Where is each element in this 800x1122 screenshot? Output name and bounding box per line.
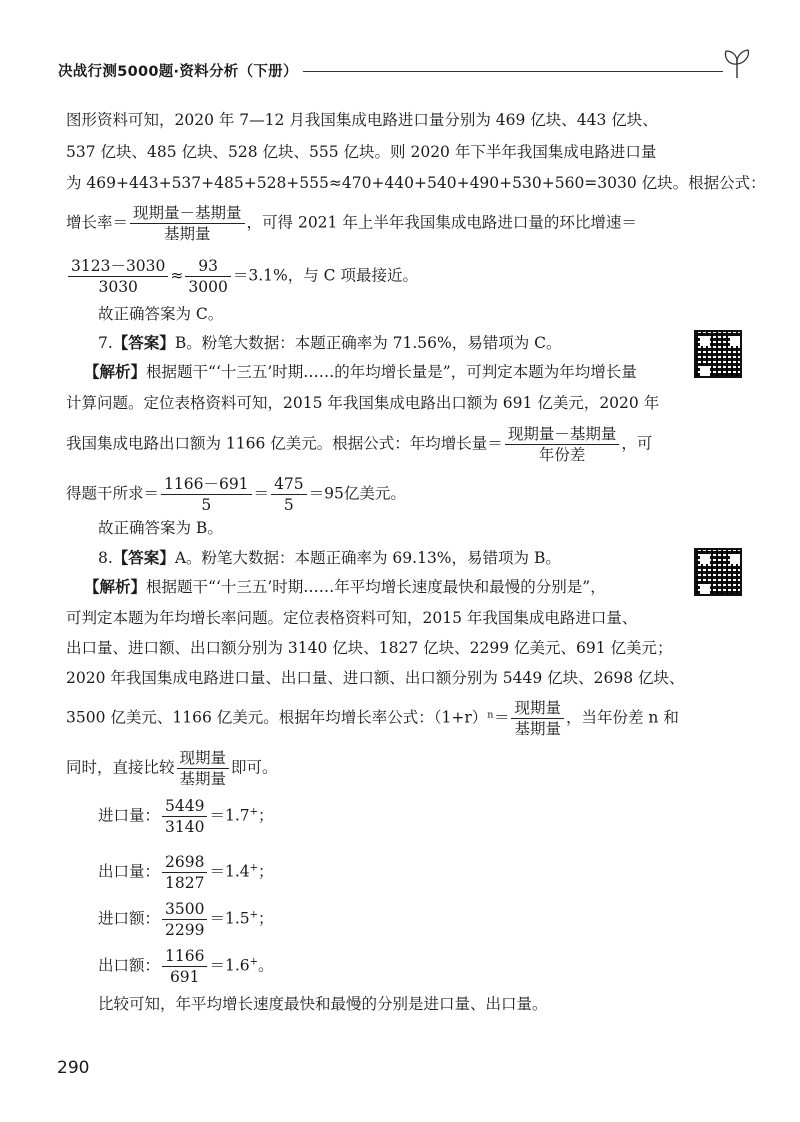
denominator: 年份差 (505, 444, 620, 465)
answer-tag: 【答案】 (112, 334, 175, 352)
fraction (161, 474, 252, 515)
text: ，可得 2021 年上半年我国集成电路进口量的环比增速＝ (246, 213, 637, 232)
numerator: 2698 (165, 853, 205, 871)
growth-formula: （1+r）ⁿ＝ (433, 708, 510, 727)
page-number: 290 (57, 1058, 90, 1078)
denominator: 3000 (185, 276, 230, 297)
answer-tag: 【答案】 (112, 549, 175, 567)
paragraph-line: 比较可知，年平均增长速度最快和最慢的分别是进口量、出口量。 (98, 995, 548, 1013)
fraction (162, 899, 207, 940)
punct: ； (258, 862, 274, 881)
fraction (177, 748, 230, 789)
paragraph-line: 图形资料可知，2020 年 7—12 月我国集成电路进口量分别为 469 亿块、443 亿块、 (66, 111, 658, 129)
plus-sup: + (249, 806, 259, 818)
numerator: 现期量 (179, 749, 227, 767)
text: 得题干所求＝ (66, 484, 160, 503)
fraction (130, 203, 245, 244)
plus-sup: + (249, 909, 259, 921)
punct: ； (258, 806, 274, 825)
numerator: 现期量－基期量 (133, 204, 242, 222)
formula-line (66, 424, 652, 465)
question-number: 8. (98, 549, 113, 567)
label: 出口量： (98, 862, 161, 881)
text: ，可 (621, 434, 653, 453)
fraction (511, 698, 564, 739)
ratio-line (98, 852, 274, 893)
numerator: 93 (198, 257, 218, 275)
qr-code-icon[interactable] (694, 330, 742, 378)
text: 即可。 (231, 758, 278, 777)
denominator: 1827 (162, 872, 207, 893)
ratio-line (98, 946, 274, 987)
numerator: 5449 (165, 797, 205, 815)
text: ，当年份差 n 和 (565, 708, 679, 727)
text: 根据题干“‘十三五’时期……年平均增长速度最快和最慢的分别是”， (146, 578, 606, 596)
result: ＝1.4 (209, 862, 250, 881)
numerator: 现期量 (514, 699, 561, 717)
denominator: 691 (162, 966, 207, 987)
analysis-tag: 【解析】 (84, 578, 147, 596)
qr-code-icon[interactable] (694, 548, 742, 596)
formula-line (66, 748, 278, 789)
formula-line (66, 256, 418, 297)
paragraph-line: 可判定本题为年均增长率问题。定位表格资料可知，2015 年我国集成电路进口量、 (66, 609, 638, 627)
fraction (162, 796, 207, 837)
sprout-icon (720, 45, 754, 79)
paragraph-line: 故正确答案为 B。 (98, 519, 223, 537)
paragraph-line: 出口量、进口额、出口额分别为 3140 亿块、1827 亿块、2299 亿美元、691 亿美元； (66, 639, 673, 657)
book-title: 决战行测5000题·资料分析（下册） (58, 64, 298, 80)
analysis-tag: 【解析】 (84, 363, 147, 381)
ratio-line (98, 796, 274, 837)
text: ≈ (170, 266, 184, 285)
fraction (162, 852, 207, 893)
result: ＝1.5 (209, 909, 250, 928)
denominator: 3030 (68, 276, 168, 297)
fraction (162, 946, 207, 987)
result: ＝1.7 (209, 806, 250, 825)
text: ＝3.1%，与 C 项最接近。 (232, 266, 418, 285)
numerator: 1166－691 (164, 475, 249, 493)
text: ＝ (253, 484, 270, 503)
label: 进口额： (98, 909, 161, 928)
text: 同时，直接比较 (66, 758, 175, 777)
text: 3500 亿美元、1166 亿美元。根据年均增长率公式： (66, 708, 434, 727)
formula-line (66, 698, 679, 739)
denominator: 5 (271, 494, 307, 515)
fraction (185, 256, 230, 297)
numerator: 1166 (165, 947, 205, 965)
numerator: 3123－3030 (71, 257, 166, 275)
answer-line (98, 548, 561, 568)
text: A。粉笔大数据：本题正确率为 69.13%，易错项为 B。 (174, 549, 561, 567)
question-number: 7. (98, 334, 113, 352)
numerator: 3500 (165, 900, 205, 918)
fraction (271, 474, 307, 515)
denominator: 基期量 (177, 768, 230, 789)
fraction (68, 256, 168, 297)
fraction (505, 424, 620, 465)
ratio-line (98, 899, 274, 940)
formula-line (66, 203, 637, 244)
text: 我国集成电路出口额为 1166 亿美元。根据公式：年均增长量＝ (66, 434, 503, 453)
numerator: 现期量－基期量 (507, 425, 617, 443)
paragraph-line: 537 亿块、485 亿块、528 亿块、555 亿块。则 2020 年下半年我国集成电路进口量 (66, 143, 657, 161)
paragraph-line: 故正确答案为 C。 (98, 305, 224, 323)
result: ＝1.6 (209, 956, 250, 975)
punct: 。 (258, 956, 274, 975)
analysis-line (84, 362, 637, 382)
numerator: 475 (274, 475, 304, 493)
denominator: 基期量 (511, 718, 564, 739)
text: 根据题干“‘十三五’时期……的年均增长量是”，可判定本题为年均增长量 (146, 363, 637, 381)
plus-sup: + (249, 862, 259, 874)
label: 出口额： (98, 956, 161, 975)
text: B。粉笔大数据：本题正确率为 71.56%，易错项为 C。 (174, 334, 562, 352)
punct: ； (258, 909, 274, 928)
answer-line (98, 333, 562, 353)
plus-sup: + (249, 956, 259, 968)
denominator: 5 (161, 494, 252, 515)
paragraph-line: 计算问题。定位表格资料可知，2015 年我国集成电路出口额为 691 亿美元，2020 年 (66, 394, 660, 412)
paragraph-line: 2020 年我国集成电路进口量、出口量、进口额、出口额分别为 5449 亿块、2698 亿块、 (66, 669, 685, 687)
denominator: 2299 (162, 919, 207, 940)
analysis-line (84, 577, 606, 597)
denominator: 3140 (162, 816, 207, 837)
text: 增长率＝ (66, 213, 129, 232)
label: 进口量： (98, 806, 161, 825)
text: ＝95亿美元。 (308, 484, 406, 503)
paragraph-line: 为 469+443+537+485+528+555≈470+440+540+490+530+560=3030 亿块。根据公式： (66, 174, 766, 192)
denominator: 基期量 (130, 223, 245, 244)
formula-line (66, 474, 406, 515)
header-rule (303, 71, 723, 72)
